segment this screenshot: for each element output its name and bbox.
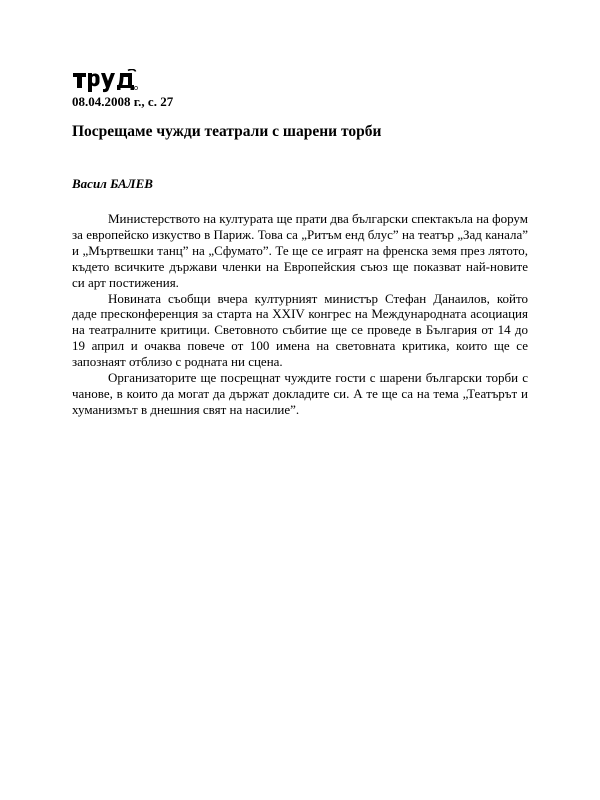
article-paragraph: Новината съобщи вчера културният министър Стефан Данаилов, който даде пресконференция за старта на XXIV конгрес на Международната асоциация на театралните критици. Световното събитие ще се проведе в България от 14 до 19 април и очаква повече от 100 имена на световната критика, които ще се запознаят отблизо с родната ни сцена. (72, 290, 528, 370)
trud-logo-icon (72, 69, 138, 93)
publication-dateline: 08.04.2008 г., с. 27 (72, 94, 174, 109)
article-paragraph: Организаторите ще посрещнат чуждите гости с шарени български торби с чанове, в които да могат да държат докладите си. А те ще са на тема „Театърът и хуманизмът в днешния свят на насилие”. (72, 370, 528, 417)
article-paragraph: Министерството на културата ще прати два български спектакъла на форум за европейско изкуство в Париж. Това са „Ритъм енд блус” на театър „Зад канала” и „Мъртвешки танц” на „Сфумато”. Те ще се играят на френска земя през лятото, където всичките държави членки на Европейския съюз ще показват най-новите си арт постижения. (72, 211, 528, 290)
clipping-page (72, 66, 528, 418)
article-title: Посрещаме чужди театрали с шарени торби (72, 123, 382, 140)
article-author: Васил БАЛЕВ (72, 176, 153, 191)
masthead (72, 66, 528, 93)
article-body (72, 211, 528, 418)
